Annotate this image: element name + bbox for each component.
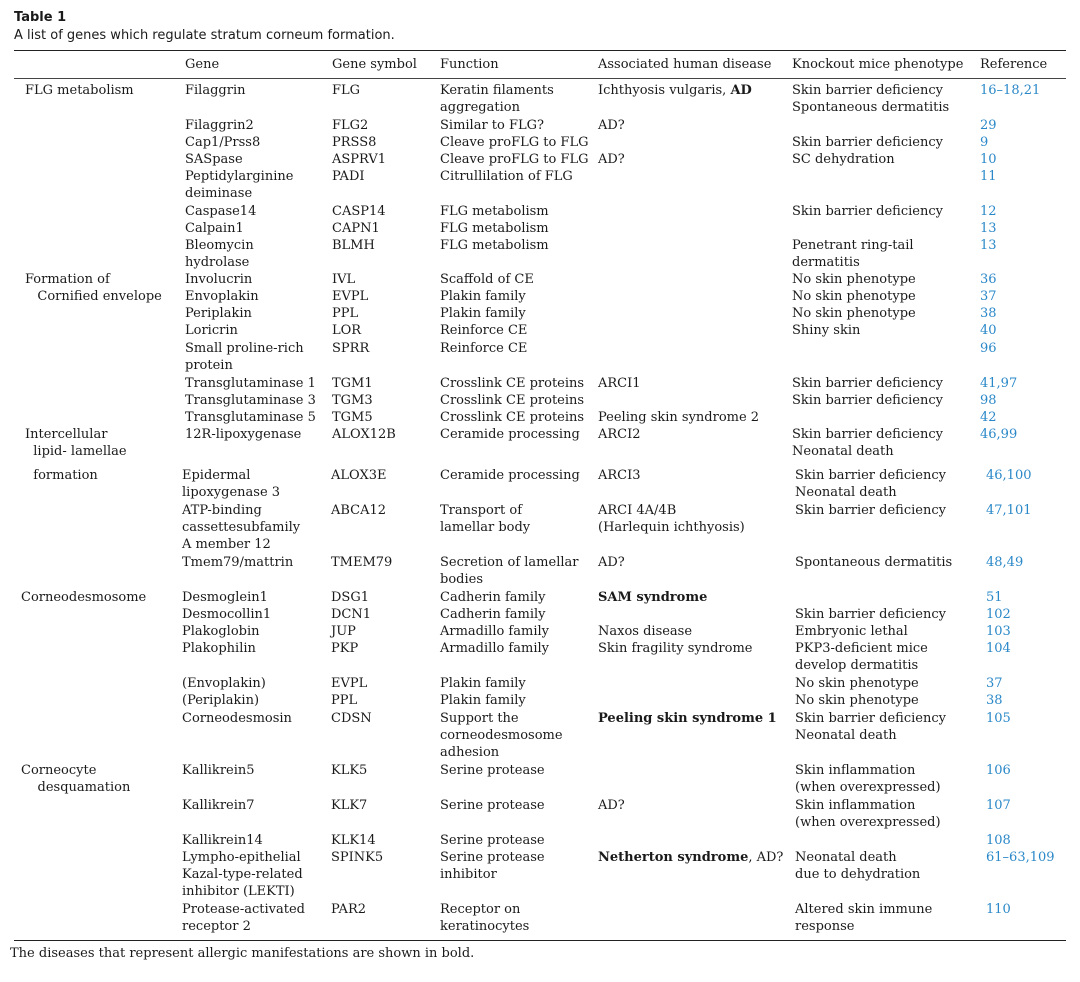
phenotype-cell: Skin barrier deficiency bbox=[792, 204, 943, 219]
reference-link: 108 bbox=[986, 833, 1011, 848]
gene-symbol-cell: FLG bbox=[332, 83, 361, 98]
disease-cell bbox=[598, 623, 692, 640]
reference-link: 13 bbox=[980, 238, 997, 253]
gene-cell: Small proline-rich protein bbox=[185, 341, 304, 374]
function-cell: FLG metabolism bbox=[440, 238, 549, 253]
header-gene: Gene bbox=[185, 57, 220, 72]
category-cell: Intercellular lipid- lamellae bbox=[25, 427, 127, 460]
reference-link: 61–63,109 bbox=[986, 850, 1055, 865]
reference-link: 107 bbox=[986, 798, 1011, 813]
gene-symbol-cell: TGM5 bbox=[332, 410, 373, 425]
gene-cell: Transglutaminase 3 bbox=[185, 393, 316, 408]
phenotype-cell: No skin phenotype bbox=[792, 272, 916, 287]
function-cell: FLG metabolism bbox=[440, 204, 549, 219]
reference-link: 29 bbox=[980, 118, 997, 133]
disease-text: ARCI3 bbox=[598, 468, 641, 483]
top-rule bbox=[14, 50, 1066, 51]
gene-symbol-cell: CDSN bbox=[331, 711, 372, 726]
reference-link: 16–18,21 bbox=[980, 83, 1041, 98]
gene-cell: Kallikrein14 bbox=[182, 833, 263, 848]
gene-symbol-cell: EVPL bbox=[331, 676, 368, 691]
table-caption: A list of genes which regulate stratum corneum formation. bbox=[14, 28, 395, 43]
disease-cell bbox=[598, 375, 641, 392]
gene-symbol-cell: SPRR bbox=[332, 341, 370, 356]
phenotype-cell: Skin barrier deficiency Neonatal death bbox=[795, 711, 946, 744]
gene-symbol-cell: TGM1 bbox=[332, 376, 373, 391]
phenotype-cell: Skin barrier deficiency bbox=[792, 376, 943, 391]
function-cell: Secretion of lamellar bodies bbox=[440, 555, 579, 588]
reference-link: 41,97 bbox=[980, 376, 1018, 391]
gene-symbol-cell: PPL bbox=[331, 693, 358, 708]
reference-link: 102 bbox=[986, 607, 1011, 622]
function-cell: Crosslink CE proteins bbox=[440, 410, 585, 425]
reference-link: 13 bbox=[980, 221, 997, 236]
gene-cell: Cap1/Prss8 bbox=[185, 135, 261, 150]
function-cell: Serine protease bbox=[440, 833, 545, 848]
gene-symbol-cell: SPINK5 bbox=[331, 850, 384, 865]
function-cell: Reinforce CE bbox=[440, 323, 528, 338]
gene-cell: Peptidylarginine deiminase bbox=[185, 169, 294, 202]
reference-link: 47,101 bbox=[986, 503, 1032, 518]
disease-text: Naxos disease bbox=[598, 624, 693, 639]
disease-cell bbox=[598, 849, 783, 866]
header-function: Function bbox=[440, 57, 499, 72]
gene-symbol-cell: PAR2 bbox=[331, 902, 367, 917]
function-cell: Ceramide processing bbox=[440, 427, 580, 442]
disease-cell bbox=[598, 502, 745, 536]
phenotype-cell: Skin inflammation (when overexpressed) bbox=[795, 763, 941, 796]
disease-cell bbox=[598, 710, 777, 727]
phenotype-cell: No skin phenotype bbox=[792, 306, 916, 321]
gene-cell: Bleomycin hydrolase bbox=[185, 238, 254, 271]
disease-cell bbox=[598, 151, 625, 168]
gene-symbol-cell: BLMH bbox=[332, 238, 375, 253]
gene-cell: Transglutaminase 1 bbox=[185, 376, 316, 391]
reference-link: 42 bbox=[980, 410, 997, 425]
function-cell: Serine protease bbox=[440, 798, 545, 813]
function-cell: Keratin filaments aggregation bbox=[440, 83, 554, 116]
header-rule bbox=[14, 78, 1066, 79]
phenotype-cell: Skin barrier deficiency Neonatal death bbox=[792, 427, 943, 460]
gene-symbol-cell: KLK5 bbox=[331, 763, 368, 778]
disease-cell bbox=[598, 640, 753, 657]
function-cell: Plakin family bbox=[440, 676, 526, 691]
gene-cell: Envoplakin bbox=[185, 289, 259, 304]
gene-symbol-cell: KLK7 bbox=[331, 798, 368, 813]
reference-link: 48,49 bbox=[986, 555, 1024, 570]
gene-symbol-cell: ALOX3E bbox=[331, 468, 387, 483]
function-cell: Reinforce CE bbox=[440, 341, 528, 356]
disease-cell bbox=[598, 117, 625, 134]
reference-link: 11 bbox=[980, 169, 997, 184]
disease-cell bbox=[598, 426, 641, 443]
allergic-disease-text: Netherton syndrome bbox=[598, 850, 749, 865]
disease-text: AD? bbox=[598, 118, 625, 133]
phenotype-cell: No skin phenotype bbox=[792, 289, 916, 304]
phenotype-cell: No skin phenotype bbox=[795, 676, 919, 691]
reference-link: 51 bbox=[986, 590, 1003, 605]
gene-cell: Involucrin bbox=[185, 272, 253, 287]
gene-cell: Corneodesmosin bbox=[182, 711, 292, 726]
reference-link: 37 bbox=[986, 676, 1003, 691]
reference-link: 36 bbox=[980, 272, 997, 287]
gene-symbol-cell: FLG2 bbox=[332, 118, 369, 133]
gene-symbol-cell: TMEM79 bbox=[331, 555, 393, 570]
disease-cell bbox=[598, 554, 625, 571]
gene-symbol-cell: KLK14 bbox=[331, 833, 376, 848]
gene-cell: Kallikrein5 bbox=[182, 763, 255, 778]
reference-link: 110 bbox=[986, 902, 1011, 917]
reference-link: 10 bbox=[980, 152, 997, 167]
gene-symbol-cell: PADI bbox=[332, 169, 365, 184]
disease-text: AD? bbox=[598, 798, 625, 813]
reference-link: 40 bbox=[980, 323, 997, 338]
category-cell: formation bbox=[25, 468, 98, 483]
function-cell: Plakin family bbox=[440, 306, 526, 321]
reference-link: 103 bbox=[986, 624, 1011, 639]
function-cell: Similar to FLG? bbox=[440, 118, 544, 133]
disease-cell bbox=[598, 467, 641, 484]
gene-cell: Kallikrein7 bbox=[182, 798, 255, 813]
function-cell: Cleave proFLG to FLG bbox=[440, 135, 589, 150]
function-cell: Serine protease bbox=[440, 763, 545, 778]
function-cell: Plakin family bbox=[440, 289, 526, 304]
disease-text: Skin fragility syndrome bbox=[598, 641, 753, 656]
reference-link: 38 bbox=[986, 693, 1003, 708]
disease-text: ARCI1 bbox=[598, 376, 641, 391]
gene-symbol-cell: PPL bbox=[332, 306, 359, 321]
gene-symbol-cell: DSG1 bbox=[331, 590, 369, 605]
phenotype-cell: Skin inflammation (when overexpressed) bbox=[795, 798, 941, 831]
gene-cell: Filaggrin bbox=[185, 83, 246, 98]
disease-cell bbox=[598, 82, 752, 99]
phenotype-cell: Skin barrier deficiency bbox=[795, 607, 946, 622]
allergic-disease-text: SAM syndrome bbox=[598, 590, 708, 605]
phenotype-cell: Neonatal death due to dehydration bbox=[795, 850, 921, 883]
phenotype-cell: Skin barrier deficiency bbox=[795, 503, 946, 518]
disease-cell bbox=[598, 409, 759, 426]
function-cell: FLG metabolism bbox=[440, 221, 549, 236]
disease-text: Peeling skin syndrome 2 bbox=[598, 410, 760, 425]
phenotype-cell: SC dehydration bbox=[792, 152, 895, 167]
function-cell: Crosslink CE proteins bbox=[440, 376, 585, 391]
gene-cell: Desmoglein1 bbox=[182, 590, 268, 605]
allergic-disease-text: AD bbox=[730, 83, 752, 98]
gene-cell: Desmocollin1 bbox=[182, 607, 272, 622]
gene-cell: Plakophilin bbox=[182, 641, 256, 656]
gene-symbol-cell: CAPN1 bbox=[332, 221, 380, 236]
gene-cell: Epidermal lipoxygenase 3 bbox=[182, 468, 281, 501]
gene-cell: (Envoplakin) bbox=[182, 676, 266, 691]
reference-link: 96 bbox=[980, 341, 997, 356]
gene-cell: Caspase14 bbox=[185, 204, 257, 219]
gene-cell: Transglutaminase 5 bbox=[185, 410, 316, 425]
reference-link: 37 bbox=[980, 289, 997, 304]
disease-text: ARCI 4A/4B (Harlequin ichthyosis) bbox=[598, 503, 745, 536]
reference-link: 104 bbox=[986, 641, 1011, 656]
reference-link: 98 bbox=[980, 393, 997, 408]
bottom-rule bbox=[14, 940, 1066, 941]
phenotype-cell: Shiny skin bbox=[792, 323, 861, 338]
function-cell: Transport of lamellar body bbox=[440, 503, 531, 536]
phenotype-cell: PKP3-deficient mice develop dermatitis bbox=[795, 641, 928, 674]
function-cell: Plakin family bbox=[440, 693, 526, 708]
function-cell: Receptor on keratinocytes bbox=[440, 902, 530, 935]
function-cell: Crosslink CE proteins bbox=[440, 393, 585, 408]
gene-symbol-cell: ASPRV1 bbox=[332, 152, 387, 167]
gene-cell: Loricrin bbox=[185, 323, 238, 338]
gene-cell: Tmem79/mattrin bbox=[182, 555, 294, 570]
gene-symbol-cell: CASP14 bbox=[332, 204, 386, 219]
gene-cell: Lympho-epithelial Kazal-type-related inhibitor (LEKTI) bbox=[182, 850, 303, 900]
function-cell: Cadherin family bbox=[440, 590, 546, 605]
function-cell: Cadherin family bbox=[440, 607, 546, 622]
phenotype-cell: Penetrant ring-tail dermatitis bbox=[792, 238, 914, 271]
reference-link: 106 bbox=[986, 763, 1011, 778]
gene-cell: Protease-activated receptor 2 bbox=[182, 902, 305, 935]
disease-cell bbox=[598, 797, 625, 814]
gene-symbol-cell: DCN1 bbox=[331, 607, 372, 622]
gene-cell: Plakoglobin bbox=[182, 624, 260, 639]
reference-link: 46,99 bbox=[980, 427, 1018, 442]
gene-cell: Periplakin bbox=[185, 306, 252, 321]
gene-symbol-cell: LOR bbox=[332, 323, 362, 338]
gene-cell: SASpase bbox=[185, 152, 243, 167]
phenotype-cell: Skin barrier deficiency bbox=[792, 393, 943, 408]
table-footnote: The diseases that represent allergic manifestations are shown in bold. bbox=[10, 946, 475, 961]
function-cell: Support the corneodesmosome adhesion bbox=[440, 711, 563, 761]
header-reference: Reference bbox=[980, 57, 1048, 72]
reference-link: 9 bbox=[980, 135, 989, 150]
phenotype-cell: Skin barrier deficiency bbox=[792, 135, 943, 150]
gene-symbol-cell: ALOX12B bbox=[332, 427, 396, 442]
function-cell: Armadillo family bbox=[440, 641, 549, 656]
phenotype-cell: No skin phenotype bbox=[795, 693, 919, 708]
reference-link: 38 bbox=[980, 306, 997, 321]
category-cell: FLG metabolism bbox=[25, 83, 134, 98]
disease-cell bbox=[598, 589, 707, 606]
gene-symbol-cell: ABCA12 bbox=[331, 503, 387, 518]
disease-text: AD? bbox=[598, 152, 625, 167]
gene-cell: Filaggrin2 bbox=[185, 118, 254, 133]
phenotype-cell: Skin barrier deficiency Neonatal death bbox=[795, 468, 946, 501]
gene-symbol-cell: IVL bbox=[332, 272, 356, 287]
gene-symbol-cell: JUP bbox=[331, 624, 356, 639]
header-associated-disease: Associated human disease bbox=[598, 57, 772, 72]
gene-cell: (Periplakin) bbox=[182, 693, 260, 708]
gene-symbol-cell: TGM3 bbox=[332, 393, 373, 408]
function-cell: Armadillo family bbox=[440, 624, 549, 639]
phenotype-cell: Skin barrier deficiency Spontaneous dermatitis bbox=[792, 83, 950, 116]
disease-text: , AD? bbox=[748, 850, 784, 865]
function-cell: Citrullilation of FLG bbox=[440, 169, 573, 184]
gene-cell: Calpain1 bbox=[185, 221, 244, 236]
gene-cell: ATP-binding cassettesubfamily A member 12 bbox=[182, 503, 301, 553]
function-cell: Scaffold of CE bbox=[440, 272, 534, 287]
gene-cell: 12R-lipoxygenase bbox=[185, 427, 302, 442]
gene-symbol-cell: PRSS8 bbox=[332, 135, 377, 150]
reference-link: 105 bbox=[986, 711, 1011, 726]
reference-link: 12 bbox=[980, 204, 997, 219]
reference-link: 46,100 bbox=[986, 468, 1032, 483]
table-label: Table 1 bbox=[14, 10, 67, 25]
gene-symbol-cell: EVPL bbox=[332, 289, 369, 304]
function-cell: Cleave proFLG to FLG bbox=[440, 152, 589, 167]
category-cell: Corneodesmosome bbox=[21, 590, 147, 605]
category-cell: Formation of Cornified envelope bbox=[25, 272, 162, 305]
category-cell: Corneocyte desquamation bbox=[21, 763, 131, 796]
header-gene-symbol: Gene symbol bbox=[332, 57, 417, 72]
header-knockout-phenotype: Knockout mice phenotype bbox=[792, 57, 964, 72]
function-cell: Serine protease inhibitor bbox=[440, 850, 545, 883]
disease-text: Ichthyosis vulgaris, bbox=[598, 83, 731, 98]
phenotype-cell: Altered skin immune response bbox=[795, 902, 933, 935]
gene-symbol-cell: PKP bbox=[331, 641, 359, 656]
disease-text: AD? bbox=[598, 555, 625, 570]
function-cell: Ceramide processing bbox=[440, 468, 580, 483]
disease-text: ARCI2 bbox=[598, 427, 641, 442]
phenotype-cell: Spontaneous dermatitis bbox=[795, 555, 953, 570]
phenotype-cell: Embryonic lethal bbox=[795, 624, 908, 639]
allergic-disease-text: Peeling skin syndrome 1 bbox=[598, 711, 777, 726]
